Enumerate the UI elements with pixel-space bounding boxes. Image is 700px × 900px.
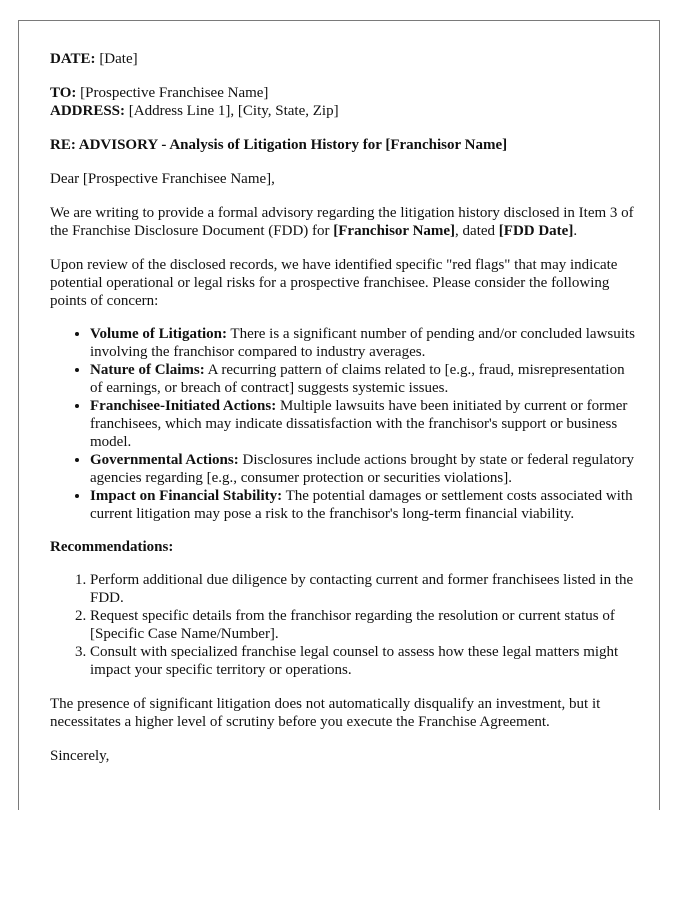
- date-line: [50, 50, 640, 68]
- concern-text: There is a significant number of pending and/or concluded lawsuits involving the franchisor compared to industry averages.: [90, 326, 635, 360]
- intro-paragraph: [50, 204, 640, 240]
- concern-title: Governmental Actions:: [90, 452, 239, 468]
- address-line: [50, 102, 640, 120]
- signoff: Sincerely,: [50, 748, 110, 764]
- concern-title: Nature of Claims:: [90, 362, 205, 378]
- salutation: Dear [Prospective Franchisee Name],: [50, 171, 275, 187]
- date-value: [Date]: [99, 51, 138, 67]
- date-label: DATE:: [50, 51, 96, 67]
- address-label: ADDRESS:: [50, 103, 126, 119]
- fdd-date-ref: [FDD Date]: [498, 223, 574, 239]
- address-value: [Address Line 1], [City, State, Zip]: [128, 103, 339, 119]
- letter-content: [50, 50, 640, 765]
- concern-item: [90, 325, 640, 361]
- concern-text: The potential damages or settlement costs associated with current litigation may pose a risk to the franchisor's long-term financial viability.: [90, 488, 633, 522]
- recommendation-item: 2. Request specific details from the franchisor regarding the resolution or current status of [Specific Case Name/Number].: [90, 607, 640, 643]
- concern-item: [90, 397, 640, 451]
- concern-title: Franchisee-Initiated Actions:: [90, 398, 277, 414]
- recommendations-heading: [50, 538, 640, 556]
- letter-page: [18, 20, 660, 810]
- concern-text: Multiple lawsuits have been initiated by current or former franchisees, which may indicate dissatisfaction with the franchisor's support or business model.: [90, 398, 628, 450]
- subject-text: RE: ADVISORY - Analysis of Litigation History for [Franchisor Name]: [50, 137, 508, 153]
- concern-text: A recurring pattern of claims related to [e.g., fraud, misrepresentation of earnings, or breach of contract] suggests systemic issues.: [90, 362, 625, 396]
- concern-item: [90, 361, 640, 397]
- review-paragraph: Upon review of the disclosed records, we have identified specific "red flags" that may indicate potential operational or legal risks for a prospective franchisee. Please consider the following points of concern:: [50, 257, 618, 309]
- closing-paragraph: The presence of significant litigation does not automatically disqualify an investment, but it necessitates a higher level of scrutiny before you execute the Franchise Agreement.: [50, 696, 601, 730]
- concern-title: Impact on Financial Stability:: [90, 488, 283, 504]
- to-value: [Prospective Franchisee Name]: [80, 85, 269, 101]
- concern-item: [90, 451, 640, 487]
- to-label: TO:: [50, 85, 77, 101]
- concern-text: Disclosures include actions brought by state or federal regulatory agencies regarding [e.g., consumer protection or securities violations].: [90, 452, 635, 486]
- intro-text-2: , dated: [455, 223, 499, 239]
- subject-line: [50, 136, 640, 154]
- franchisor-name-ref: [Franchisor Name]: [333, 223, 456, 239]
- intro-text-1: We are writing to provide a formal advisory regarding the litigation history disclosed in Item 3 of the Franchise Disclosure Document (FDD) for: [50, 205, 634, 239]
- recommendation-item: 3. Consult with specialized franchise legal counsel to assess how these legal matters might impact your specific territory or operations.: [90, 643, 640, 679]
- recommendations-heading-text: Recommendations:: [50, 539, 174, 555]
- concerns-list: [50, 325, 640, 523]
- recommendation-item: 1. Perform additional due diligence by contacting current and former franchisees listed in the FDD.: [90, 571, 640, 607]
- to-line: [50, 84, 640, 102]
- concern-title: Volume of Litigation:: [90, 326, 227, 342]
- concern-item: [90, 487, 640, 523]
- intro-text-3: .: [573, 223, 578, 239]
- recommendations-list: [50, 571, 640, 679]
